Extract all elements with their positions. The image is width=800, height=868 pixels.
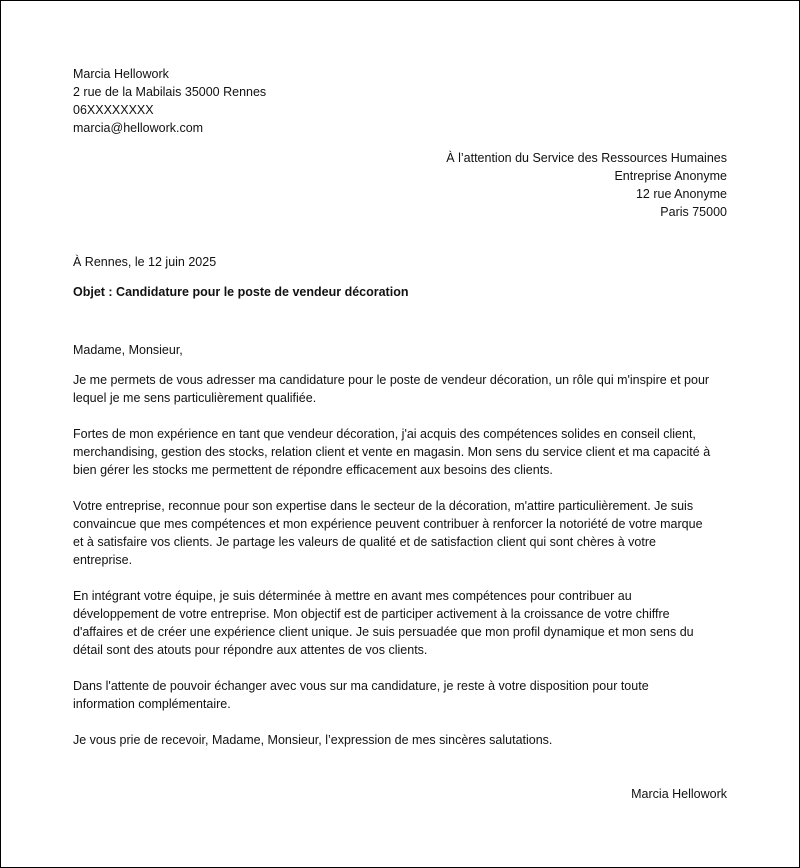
letter-signature: Marcia Hellowork xyxy=(631,787,727,801)
paragraph-line: merchandising, gestion des stocks, relation client et vente en magasin. Mon sens du service client et ma capacité à xyxy=(73,445,711,459)
paragraph-line: Votre entreprise, reconnue pour son expertise dans le secteur de la décoration, m'attire particulièrement. Je suis xyxy=(73,499,694,513)
paragraph-line: convaincue que mes compétences et mon expérience peuvent contribuer à renforcer la notoriété de votre marque xyxy=(73,517,703,531)
paragraph-line: lequel je me sens particulièrement qualifiée. xyxy=(73,391,317,405)
recipient-city: Paris 75000 xyxy=(660,205,727,219)
paragraph-line: Fortes de mon expérience en tant que vendeur décoration, j'ai acquis des compétences solides en conseil client, xyxy=(73,427,696,441)
recipient-attention: À l’attention du Service des Ressources Humaines xyxy=(446,151,727,165)
paragraph-line: et à satisfaire vos clients. Je partage les valeurs de qualité et de satisfaction client qui sont chères à votre xyxy=(73,535,656,549)
paragraph-line: bien gérer les stocks me permettent de répondre efficacement aux besoins des clients. xyxy=(73,463,553,477)
body-paragraph xyxy=(73,587,727,659)
paragraph-line: détail sont des atouts pour répondre aux attentes de vos clients. xyxy=(73,643,428,657)
letter-salutation: Madame, Monsieur, xyxy=(73,343,183,357)
body-paragraph xyxy=(73,371,727,407)
body-paragraph xyxy=(73,425,727,479)
sender-email: marcia@hellowork.com xyxy=(73,121,204,135)
recipient-street: 12 rue Anonyme xyxy=(635,187,727,201)
recipient-company: Entreprise Anonyme xyxy=(614,169,727,183)
recipient-block xyxy=(73,149,727,221)
paragraph-line: entreprise. xyxy=(73,553,133,567)
letter-date: À Rennes, le 12 juin 2025 xyxy=(73,255,217,269)
paragraph-line: développement de votre entreprise. Mon objectif est de participer activement à la croissance de votre chiffre xyxy=(73,607,670,621)
letter-subject: Objet : Candidature pour le poste de vendeur décoration xyxy=(73,285,409,299)
body-paragraph xyxy=(73,497,727,569)
paragraph-line: information complémentaire. xyxy=(73,697,231,711)
paragraph-line: En intégrant votre équipe, je suis déterminée à mettre en avant mes compétences pour contribuer au xyxy=(73,589,632,603)
letter-closing: Je vous prie de recevoir, Madame, Monsieur, l’expression de mes sincères salutations. xyxy=(73,733,553,747)
paragraph-line: d'affaires et de créer une expérience client unique. Je suis persuadée que mon profil dynamique et mon sens du xyxy=(73,625,694,639)
sender-name: Marcia Hellowork xyxy=(73,67,169,81)
body-paragraph xyxy=(73,677,727,713)
sender-phone: 06XXXXXXXX xyxy=(73,103,154,117)
sender-block xyxy=(73,65,727,137)
paragraph-line: Je me permets de vous adresser ma candidature pour le poste de vendeur décoration, un rôle qui m'inspire et pour xyxy=(73,373,710,387)
sender-address: 2 rue de la Mabilais 35000 Rennes xyxy=(73,85,267,99)
paragraph-line: Dans l'attente de pouvoir échanger avec vous sur ma candidature, je reste à votre disposition pour toute xyxy=(73,679,649,693)
